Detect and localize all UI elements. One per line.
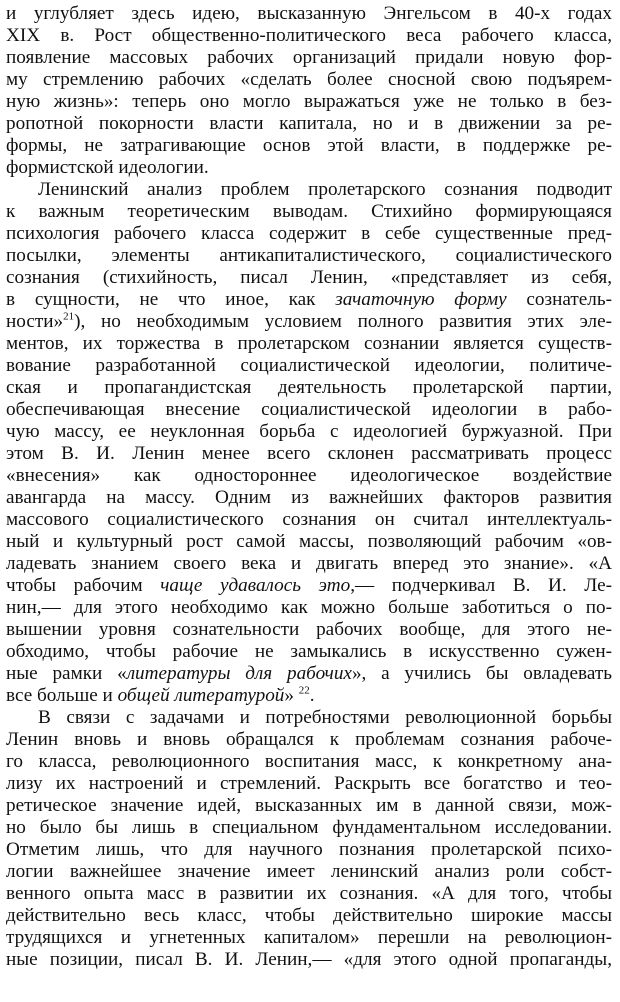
text-line: ладевать знанием своего века и двигать вперед это знание». «А	[6, 553, 612, 574]
text-line: массового социалистического сознания он считал интеллектуаль-	[6, 509, 612, 530]
footnote-ref: 21	[63, 310, 75, 323]
text-line: В связи с задачами и потребностями революционной борьбы	[38, 707, 612, 728]
text-line: ская и пропагандистская деятельность пролетарской партии,	[6, 377, 612, 398]
text-span: », а учились бы овладевать	[351, 663, 613, 684]
emphasis-text: чаще удавалось это	[160, 575, 351, 596]
text-line: обходимо, чтобы рабочие не замыкались в искусственно сужен-	[6, 641, 612, 662]
text-line: ный и культурный рост самой массы, позволяющий рабочим «ов-	[6, 531, 612, 552]
text-line: формы, не затрагивающие основ этой власти, в поддержке ре-	[6, 135, 612, 156]
text-span: в сущности, не что иное, как	[6, 289, 336, 310]
text-line: ную жизнь»: теперь оно могло выражаться уже не только в без-	[6, 91, 612, 112]
text-line: го класса, революционного воспитания масс, к конкретному ана-	[6, 751, 612, 772]
emphasis-text: зачаточную форму	[335, 289, 507, 310]
text-line	[6, 685, 612, 707]
text-line: Ленин вновь и вновь обращался к проблемам сознания рабоче-	[6, 729, 612, 750]
book-page	[6, 0, 612, 1002]
text-line	[6, 663, 612, 685]
text-line: авангарда на массу. Одним из важнейших факторов развития	[6, 487, 612, 508]
text-line: действительно весь класс, чтобы действительно широкие массы	[6, 905, 612, 926]
text-span: ,— подчеркивал В. И. Ле-	[350, 575, 612, 596]
emphasis-text: литературы для рабочих	[126, 663, 352, 684]
text-line: вышении уровня сознательности рабочих вообще, для этого не-	[6, 619, 612, 640]
text-line	[6, 311, 612, 333]
text-line: к важным теоретическим выводам. Стихийно формирующаяся	[6, 201, 612, 222]
text-line: сознания (стихийность, писал Ленин, «представляет из себя,	[6, 267, 612, 288]
text-span: ные рамки «	[6, 663, 127, 684]
text-line: «внесения» как одностороннее идеологическое воздействие	[6, 465, 612, 486]
text-span: все больше и	[6, 685, 118, 706]
text-line: вование разработанной социалистической идеологии, политиче-	[6, 355, 612, 376]
text-span: сознатель-	[506, 289, 612, 310]
text-line: ные позиции, писал В. И. Ленин,— «для этого одной пропаганды,	[6, 949, 612, 970]
text-span: ), но необходимым условием полного развития этих эле-	[74, 311, 612, 332]
text-line	[6, 289, 612, 311]
text-line: появление массовых рабочих организаций придали новую фор-	[6, 47, 612, 68]
text-line: обеспечивающая внесение социалистической идеологии в рабо-	[6, 399, 612, 420]
text-line: психология рабочего класса содержит в себе существенные пред-	[6, 223, 612, 244]
text-line: посылки, элементы антикапиталистического, социалистического	[6, 245, 612, 266]
text-span: ности»	[6, 311, 64, 332]
text-span: .	[309, 685, 315, 706]
text-line: лизу их настроений и стремлений. Раскрыть все богатство и тео-	[6, 773, 612, 794]
text-line: но было бы лишь в специальном фундаментальном исследовании.	[6, 817, 612, 838]
text-line: ретическое значение идей, высказанных им в данной связи, мож-	[6, 795, 612, 816]
text-span: »	[284, 685, 299, 706]
text-line: логии важнейшее значение имеет ленинский анализ роли собст-	[6, 861, 612, 882]
text-line: и углубляет здесь идею, высказанную Энгельсом в 40-х годах	[6, 3, 612, 24]
text-line: венного опыта масс в развитии их сознания. «А для того, чтобы	[6, 883, 612, 904]
footnote-ref: 22	[298, 684, 310, 697]
text-line: нин,— для этого необходимо как можно больше заботиться о по-	[6, 597, 612, 618]
text-line: этом В. И. Ленин менее всего склонен рассматривать процесс	[6, 443, 612, 464]
text-line: формистской идеологии.	[6, 157, 209, 178]
emphasis-text: общей литературой	[117, 685, 285, 706]
text-line: чую массу, ее неуклонная борьба с идеологией буржуазной. При	[6, 421, 612, 442]
text-line: трудящихся и угнетенных капиталом» перешли на революцион-	[6, 927, 612, 948]
text-line: ментов, их торжества в пролетарском сознании является существ-	[6, 333, 612, 354]
text-line: ропотной покорности власти капитала, но и в движении за ре-	[6, 113, 612, 134]
text-line: Отметим лишь, что для научного познания пролетарской психо-	[6, 839, 612, 860]
text-line	[6, 575, 612, 597]
text-line: Ленинский анализ проблем пролетарского сознания подводит	[38, 179, 612, 200]
text-line: XIX в. Рост общественно-политического веса рабочего класса,	[6, 25, 612, 46]
text-line: му стремлению рабочих «сделать более сносной свою подъярем-	[6, 69, 612, 90]
text-span: чтобы рабочим	[6, 575, 161, 596]
